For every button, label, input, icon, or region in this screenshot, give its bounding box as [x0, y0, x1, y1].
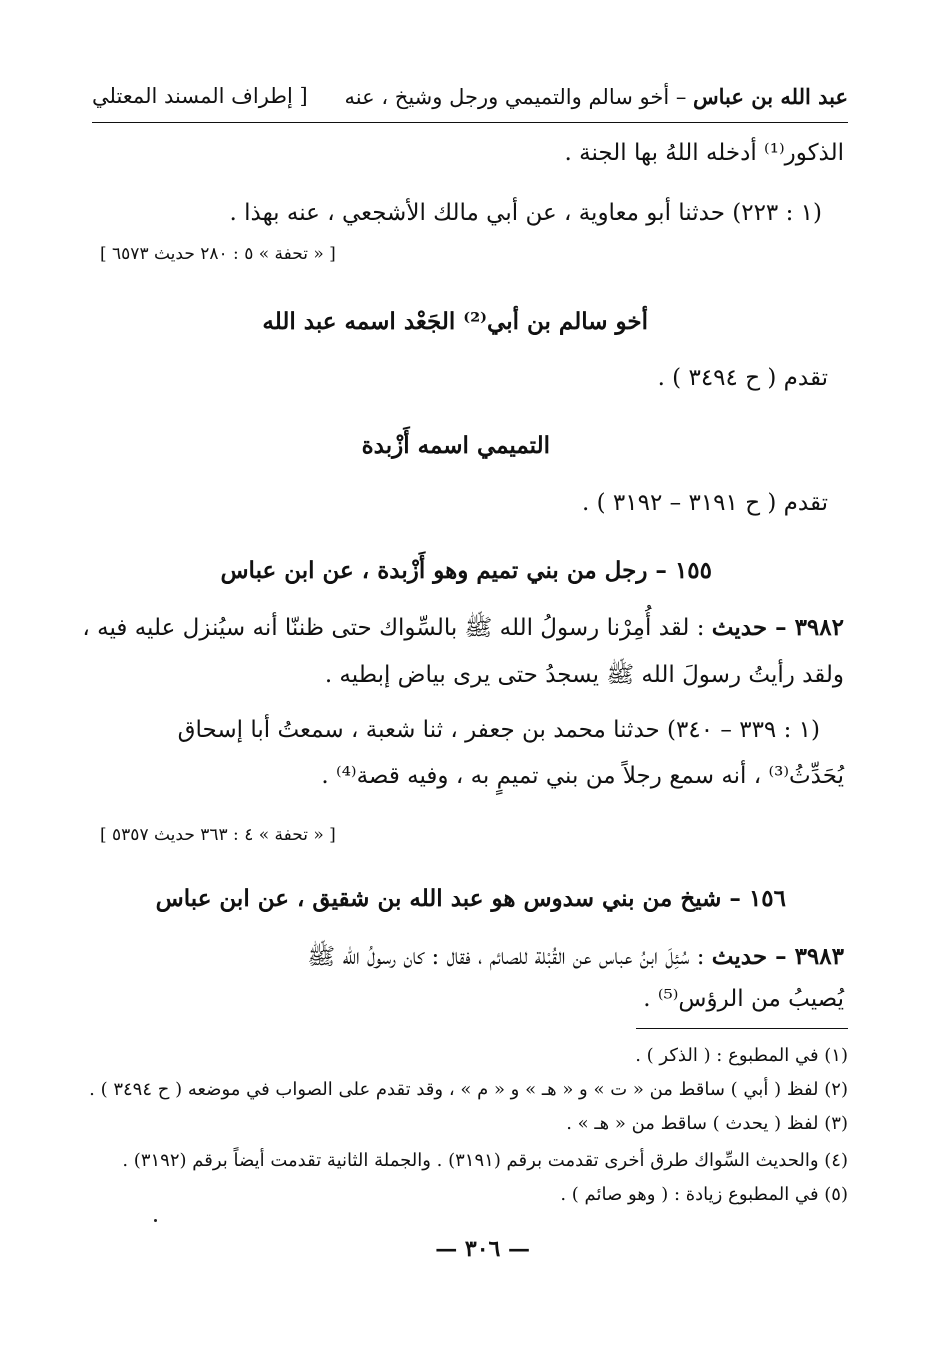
header-title [345, 84, 848, 109]
text-line-6: يُحَدِّثُ⁽³⁾ ، أنه سمع رجلاً من بني تميمٍ به ، وفيه قصة⁽⁴⁾ . [321, 763, 844, 789]
header-book-title: [ إطراف المسند المعتلي [92, 84, 308, 108]
hadith-text: : لقد أُمِرْنا رسولُ الله ﷺ بالسِّواك حتى ظننّا أنه سيُنزل عليه فيه ، [82, 615, 712, 641]
footnote-5: (٥) في المطبوع زيادة : ( وهو صائم ) . [560, 1184, 848, 1205]
header-title-rest: – أخو سالم والتميمي ورجل وشيخ ، عنه [344, 85, 693, 109]
hadith-3983-line-1 [307, 942, 844, 976]
hadith-number: ٣٩٨٢ – حديث [711, 614, 844, 641]
section-title-4: ١٥٦ – شيخ من بني سدوس هو عبد الله بن شقيق ، عن ابن عباس [155, 885, 786, 912]
section-title-2: التميمي اسمه أَزْبدة [361, 432, 550, 459]
text-line-5: (١ : ٣٣٩ – ٣٤٠) حدثنا محمد بن جعفر ، ثنا شعبة ، سمعتُ أبا إسحاق [177, 717, 820, 743]
tuhfa-reference-1: [ « تحفة » ٥ : ٢٨٠ حديث ٦٥٧٣ ] [100, 244, 336, 264]
hadith-3982-line-1 [82, 613, 844, 647]
footnote-1: (١) في المطبوع : ( الذكر ) . [635, 1045, 848, 1066]
footnote-divider [636, 1028, 848, 1029]
hadith-3982-line-2: ولقد رأيتُ رسولَ الله ﷺ يسجدُ حتى يرى بياض إبطيه . [324, 662, 844, 688]
section-title-3: ١٥٥ – رجل من بني تميم وهو أَزْبدة ، عن ابن عباس [220, 557, 712, 584]
running-header [92, 82, 848, 123]
header-title-bold: عبد الله بن عباس [693, 84, 848, 109]
hadith-number: ٣٩٨٣ – حديث [711, 943, 844, 970]
footnote-4: (٤) والحديث السِّواك طرق أخرى تقدمت برقم (٣١٩١) . والجملة الثانية تقدمت أيضاً برقم (٣١٩٢) . [122, 1150, 848, 1171]
text-line-2: (١ : ٢٢٣) حدثنا أبو معاوية ، عن أبي مالك الأشجعي ، عنه بهذا . [229, 200, 822, 226]
footnote-2: (٢) لفظ ( أبي ) ساقط من « ت » و « هـ » و « م » ، وقد تقدم على الصواب في موضعه ( ح ٣٤٩٤ ) . [89, 1079, 848, 1100]
ink-dot [154, 1219, 157, 1222]
text-line-4: تقدم ( ح ٣١٩١ – ٣١٩٢ ) . [582, 490, 828, 516]
text-line-3: تقدم ( ح ٣٤٩٤ ) . [657, 365, 828, 391]
hadith-3983-line-2: يُصيبُ من الرؤس⁽⁵⁾ . [643, 986, 844, 1012]
tuhfa-reference-2: [ « تحفة » ٤ : ٣٦٣ حديث ٥٣٥٧ ] [100, 825, 336, 845]
page-number: — ٣٠٦ — [435, 1236, 530, 1262]
section-title-1: أخو سالم بن أبي⁽²⁾ الجَعْد اسمه عبد الله [262, 308, 648, 335]
text-line-1: الذكور⁽¹⁾ أدخله اللهُ بها الجنة . [564, 140, 844, 166]
footnote-3: (٣) لفظ ( يحدث ) ساقط من « هـ » . [566, 1113, 848, 1134]
hadith-text: : سُئِلَ ابنُ عباس عن القُبْلة للصائم ، فقال : كان رسولُ الله ﷺ [307, 944, 712, 970]
